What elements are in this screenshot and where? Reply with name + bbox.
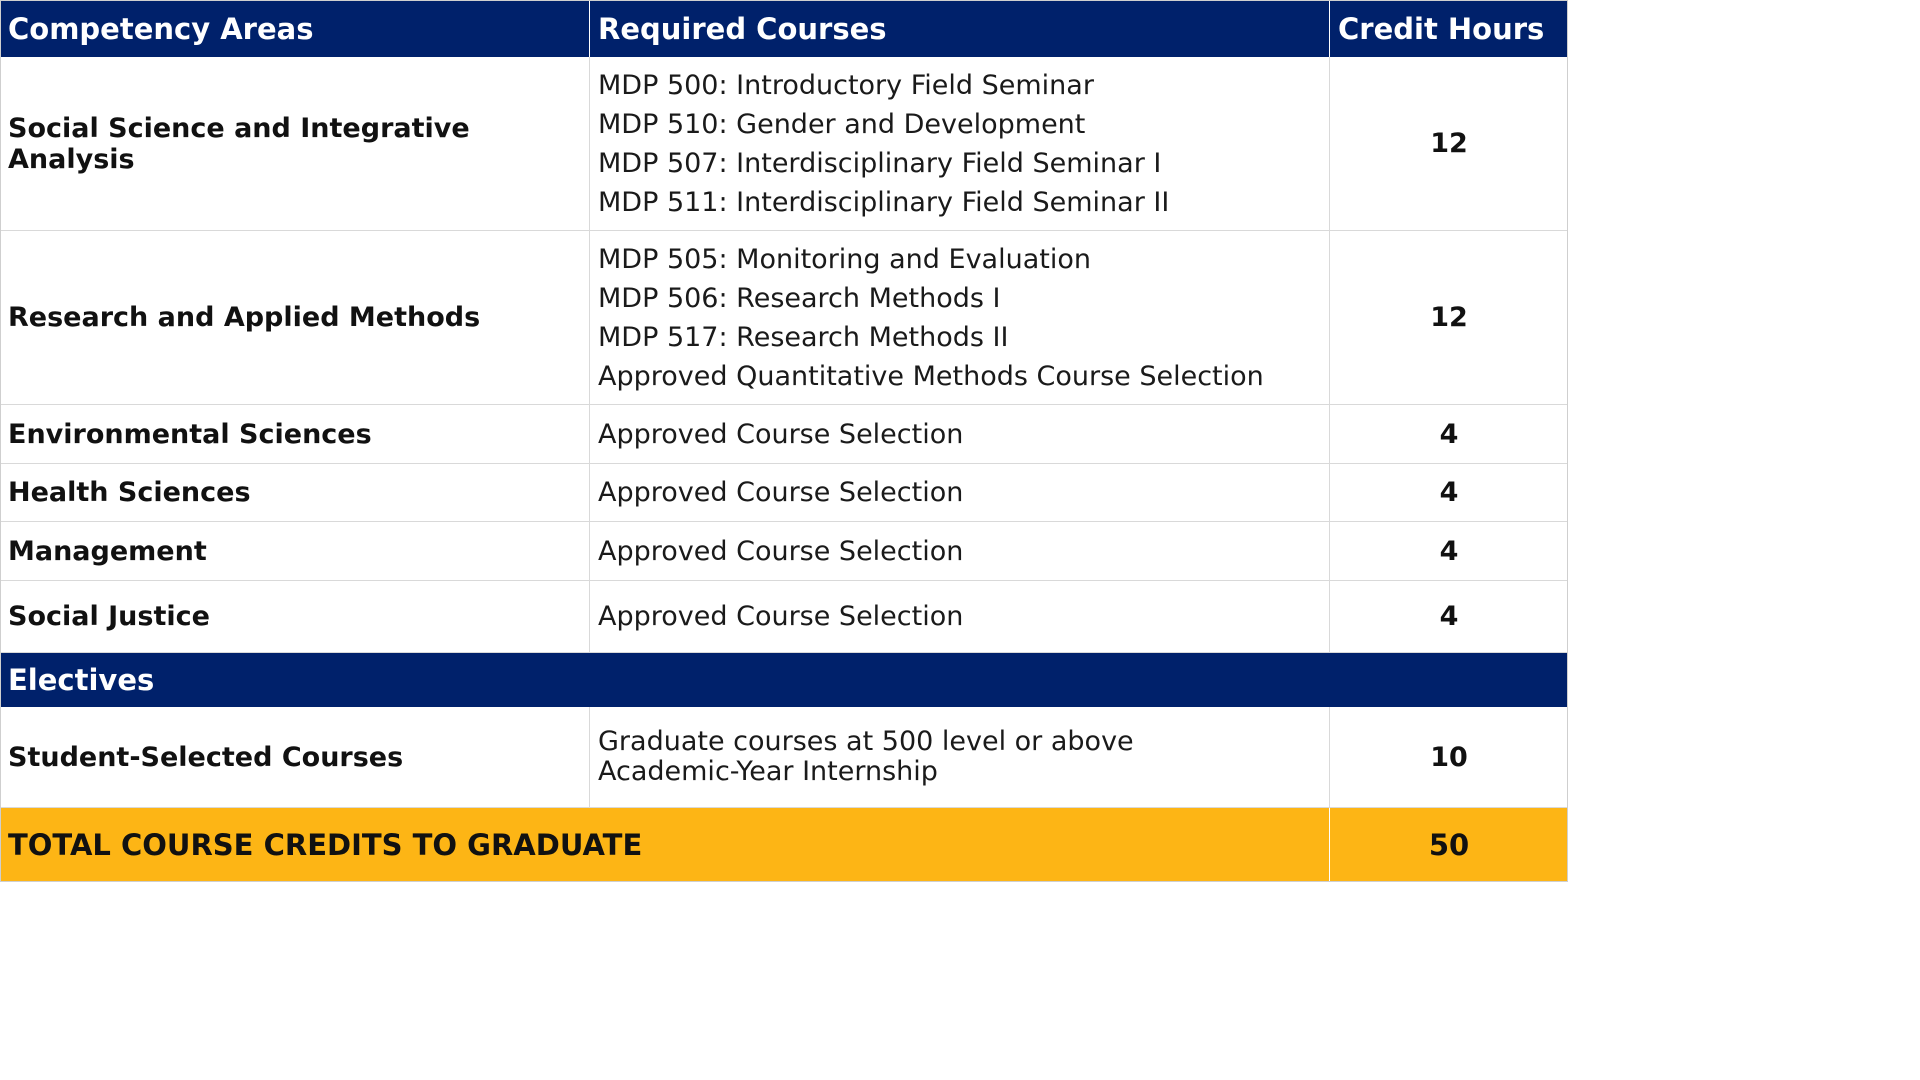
course-item: MDP 510: Gender and Development	[598, 108, 1086, 140]
header-required-courses: Required Courses	[590, 0, 1330, 57]
course-item: Approved Course Selection	[598, 601, 964, 632]
competency-area: Management	[0, 522, 590, 581]
course-item: MDP 506: Research Methods I	[598, 282, 1001, 314]
course-item: Approved Course Selection	[598, 418, 964, 450]
credit-hours: 4	[1330, 464, 1568, 522]
course-item: Approved Quantitative Methods Course Selection	[598, 360, 1264, 392]
required-courses-list	[590, 581, 1330, 653]
course-item: MDP 511: Interdisciplinary Field Seminar II	[598, 186, 1170, 218]
course-item: MDP 500: Introductory Field Seminar	[598, 69, 1094, 101]
total-credits-value: 50	[1330, 808, 1568, 882]
required-courses-list	[590, 707, 1330, 808]
competency-area: Social Justice	[0, 581, 590, 653]
credit-hours: 4	[1330, 522, 1568, 581]
electives-section-header: Electives	[0, 653, 1568, 707]
required-courses-list	[590, 522, 1330, 581]
credit-hours: 4	[1330, 581, 1568, 653]
competency-area: Research and Applied Methods	[0, 231, 590, 405]
credit-hours: 12	[1330, 57, 1568, 231]
course-item: MDP 505: Monitoring and Evaluation	[598, 243, 1091, 275]
course-item: MDP 517: Research Methods II	[598, 321, 1009, 353]
course-item: Graduate courses at 500 level or above	[598, 726, 1134, 757]
header-credit-hours: Credit Hours	[1330, 0, 1568, 57]
required-courses-list	[590, 231, 1330, 405]
required-courses-list	[590, 57, 1330, 231]
required-courses-list	[590, 405, 1330, 464]
course-item: MDP 507: Interdisciplinary Field Seminar I	[598, 147, 1162, 179]
credit-hours: 10	[1330, 707, 1568, 808]
course-item: Academic-Year Internship	[598, 756, 938, 787]
course-item: Approved Course Selection	[598, 477, 964, 508]
header-competency-areas: Competency Areas	[0, 0, 590, 57]
competency-area: Student-Selected Courses	[0, 707, 590, 808]
competency-area: Environmental Sciences	[0, 405, 590, 464]
required-courses-list	[590, 464, 1330, 522]
competency-area: Social Science and Integrative Analysis	[0, 57, 590, 231]
total-credits-label: TOTAL COURSE CREDITS TO GRADUATE	[0, 808, 1330, 882]
credit-hours: 4	[1330, 405, 1568, 464]
course-item: Approved Course Selection	[598, 535, 964, 567]
credit-hours: 12	[1330, 231, 1568, 405]
competency-area: Health Sciences	[0, 464, 590, 522]
